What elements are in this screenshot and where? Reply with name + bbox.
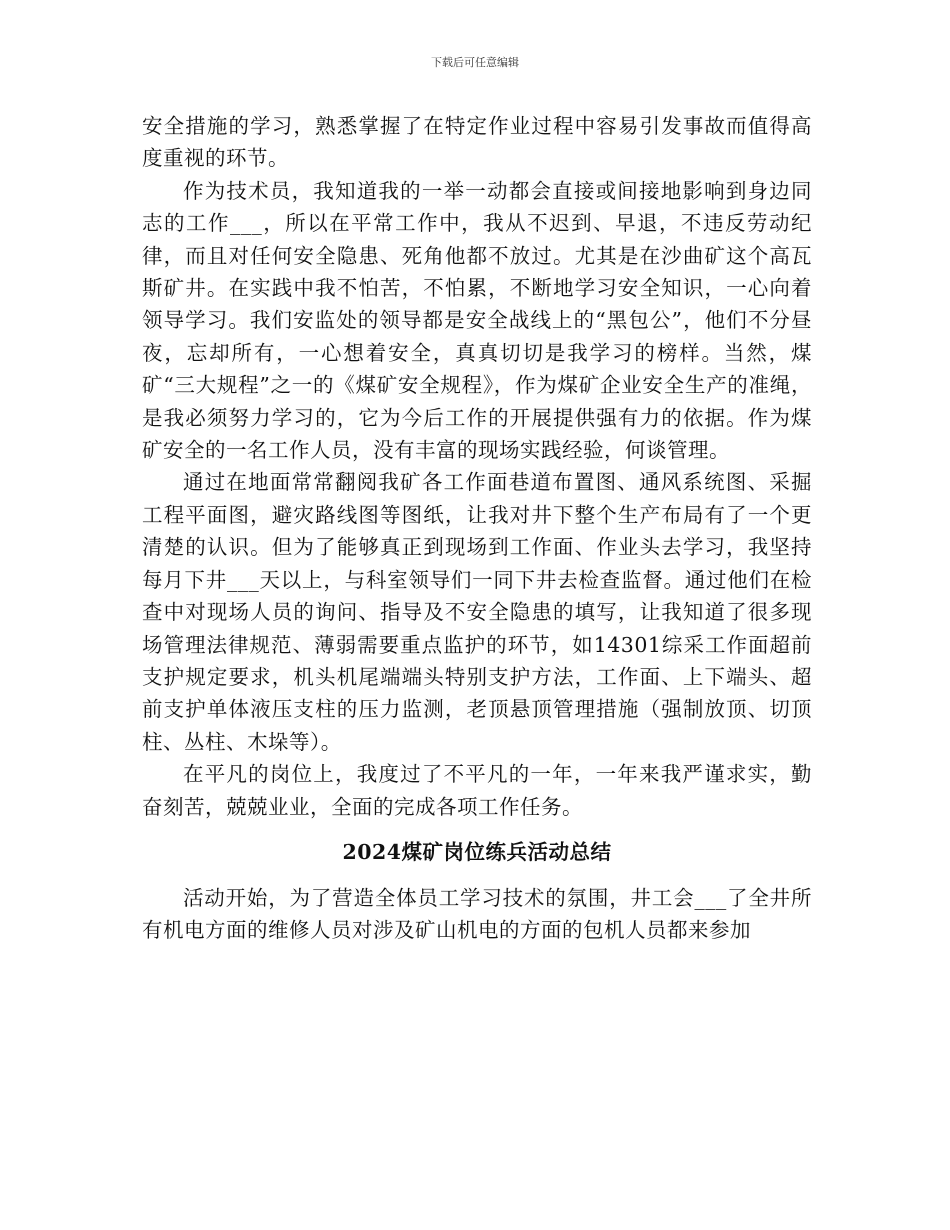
document-body [142, 110, 812, 947]
section-title: 2024煤矿岗位练兵活动总结 [342, 839, 612, 864]
paragraph-5: 活动开始，为了营造全体员工学习技术的氛围，井工会___了全井所有机电方面的维修人员对涉及矿山机电的方面的包机人员都来参加 [142, 885, 812, 943]
paragraph-4: 在平凡的岗位上，我度过了不平凡的一年，一年来我严谨求实，勤奋刻苦，兢兢业业，全面的完成各项工作任务。 [142, 762, 812, 819]
page-header-note: 下载后可任意编辑 [431, 56, 519, 69]
paragraph-2: 作为技术员，我知道我的一举一动都会直接或间接地影响到身边同志的工作___，所以在平常工作中，我从不迟到、早退，不违反劳动纪律，而且对任何安全隐患、死角他都不放过。尤其是在沙曲矿这个高瓦斯矿井。在实践中我不怕苦，不怕累，不断地学习安全知识，一心向着领导学习。我们安监处的领导都是安全战线上的“黑包公”，他们不分昼夜，忘却所有，一心想着安全，真真切切是我学习的榜样。当然，煤矿“三大规程”之一的《煤矿安全规程》，作为煤矿企业安全生产的准绳，是我必须努力学习的，它为今后工作的开展提供强有力的依据。作为煤矿安全的一名工作人员，没有丰富的现场实践经验，何谈管理。 [142, 178, 812, 463]
paragraph-3: 通过在地面常常翻阅我矿各工作面巷道布置图、通风系统图、采掘工程平面图，避灾路线图等图纸，让我对井下整个生产布局有了一个更清楚的认识。但为了能够真正到现场到工作面、作业头去学习，我坚持每月下井___天以上，与科室领导们一同下井去检查监督。通过他们在检查中对现场人员的询问、指导及不安全隐患的填写，让我知道了很多现场管理法律规范、薄弱需要重点监护的环节，如14301综采工作面超前支护规定要求，机头机尾端端头特别支护方法，工作面、上下端头、超前支护单体液压支柱的压力监测，老顶悬顶管理措施（强制放顶、切顶柱、丛柱、木垛等）。 [142, 470, 812, 754]
paragraph-1: 安全措施的学习，熟悉掌握了在特定作业过程中容易引发事故而值得高度重视的环节。 [142, 114, 812, 171]
